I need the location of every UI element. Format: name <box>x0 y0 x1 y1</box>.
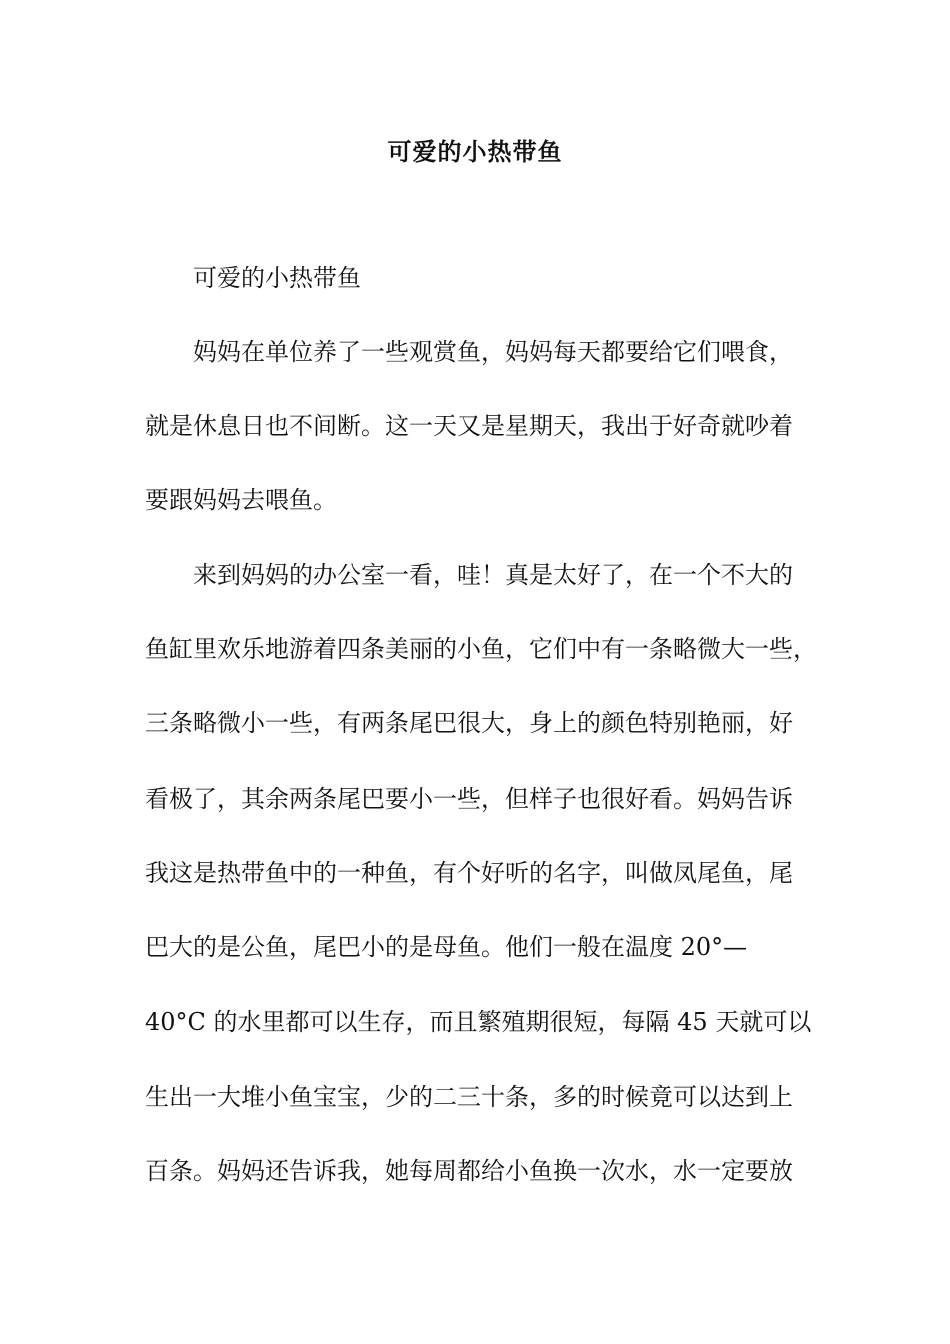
paragraph-line: 就是休息日也不间断。这一天又是星期天，我出于好奇就吵着 <box>145 412 793 440</box>
paragraph-line: 百条。妈妈还告诉我，她每周都给小鱼换一次水，水一定要放 <box>145 1157 793 1185</box>
paragraph-line: 看极了，其余两条尾巴要小一些，但样子也很好看。妈妈告诉 <box>145 785 793 813</box>
paragraph-heading: 可爱的小热带鱼 <box>193 264 361 292</box>
paragraph-line: 三条略微小一些，有两条尾巴很大，身上的颜色特别艳丽，好 <box>145 709 793 737</box>
document-title: 可爱的小热带鱼 <box>387 138 563 166</box>
paragraph-line: 来到妈妈的办公室一看，哇！真是太好了，在一个不大的 <box>193 561 793 589</box>
paragraph-line: 妈妈在单位养了一些观赏鱼，妈妈每天都要给它们喂食， <box>193 338 793 366</box>
paragraph-line: 巴大的是公鱼，尾巴小的是母鱼。他们一般在温度 20°— <box>145 933 748 961</box>
paragraph-line: 要跟妈妈去喂鱼。 <box>145 486 337 514</box>
paragraph-line: 生出一大堆小鱼宝宝，少的二三十条，多的时候竟可以达到上 <box>145 1083 793 1111</box>
paragraph-line: 我这是热带鱼中的一种鱼，有个好听的名字，叫做凤尾鱼，尾 <box>145 859 793 887</box>
paragraph-line: 鱼缸里欢乐地游着四条美丽的小鱼，它们中有一条略微大一些， <box>145 635 817 663</box>
paragraph-line: 40°C 的水里都可以生存，而且繁殖期很短，每隔 45 天就可以 <box>145 1008 812 1036</box>
